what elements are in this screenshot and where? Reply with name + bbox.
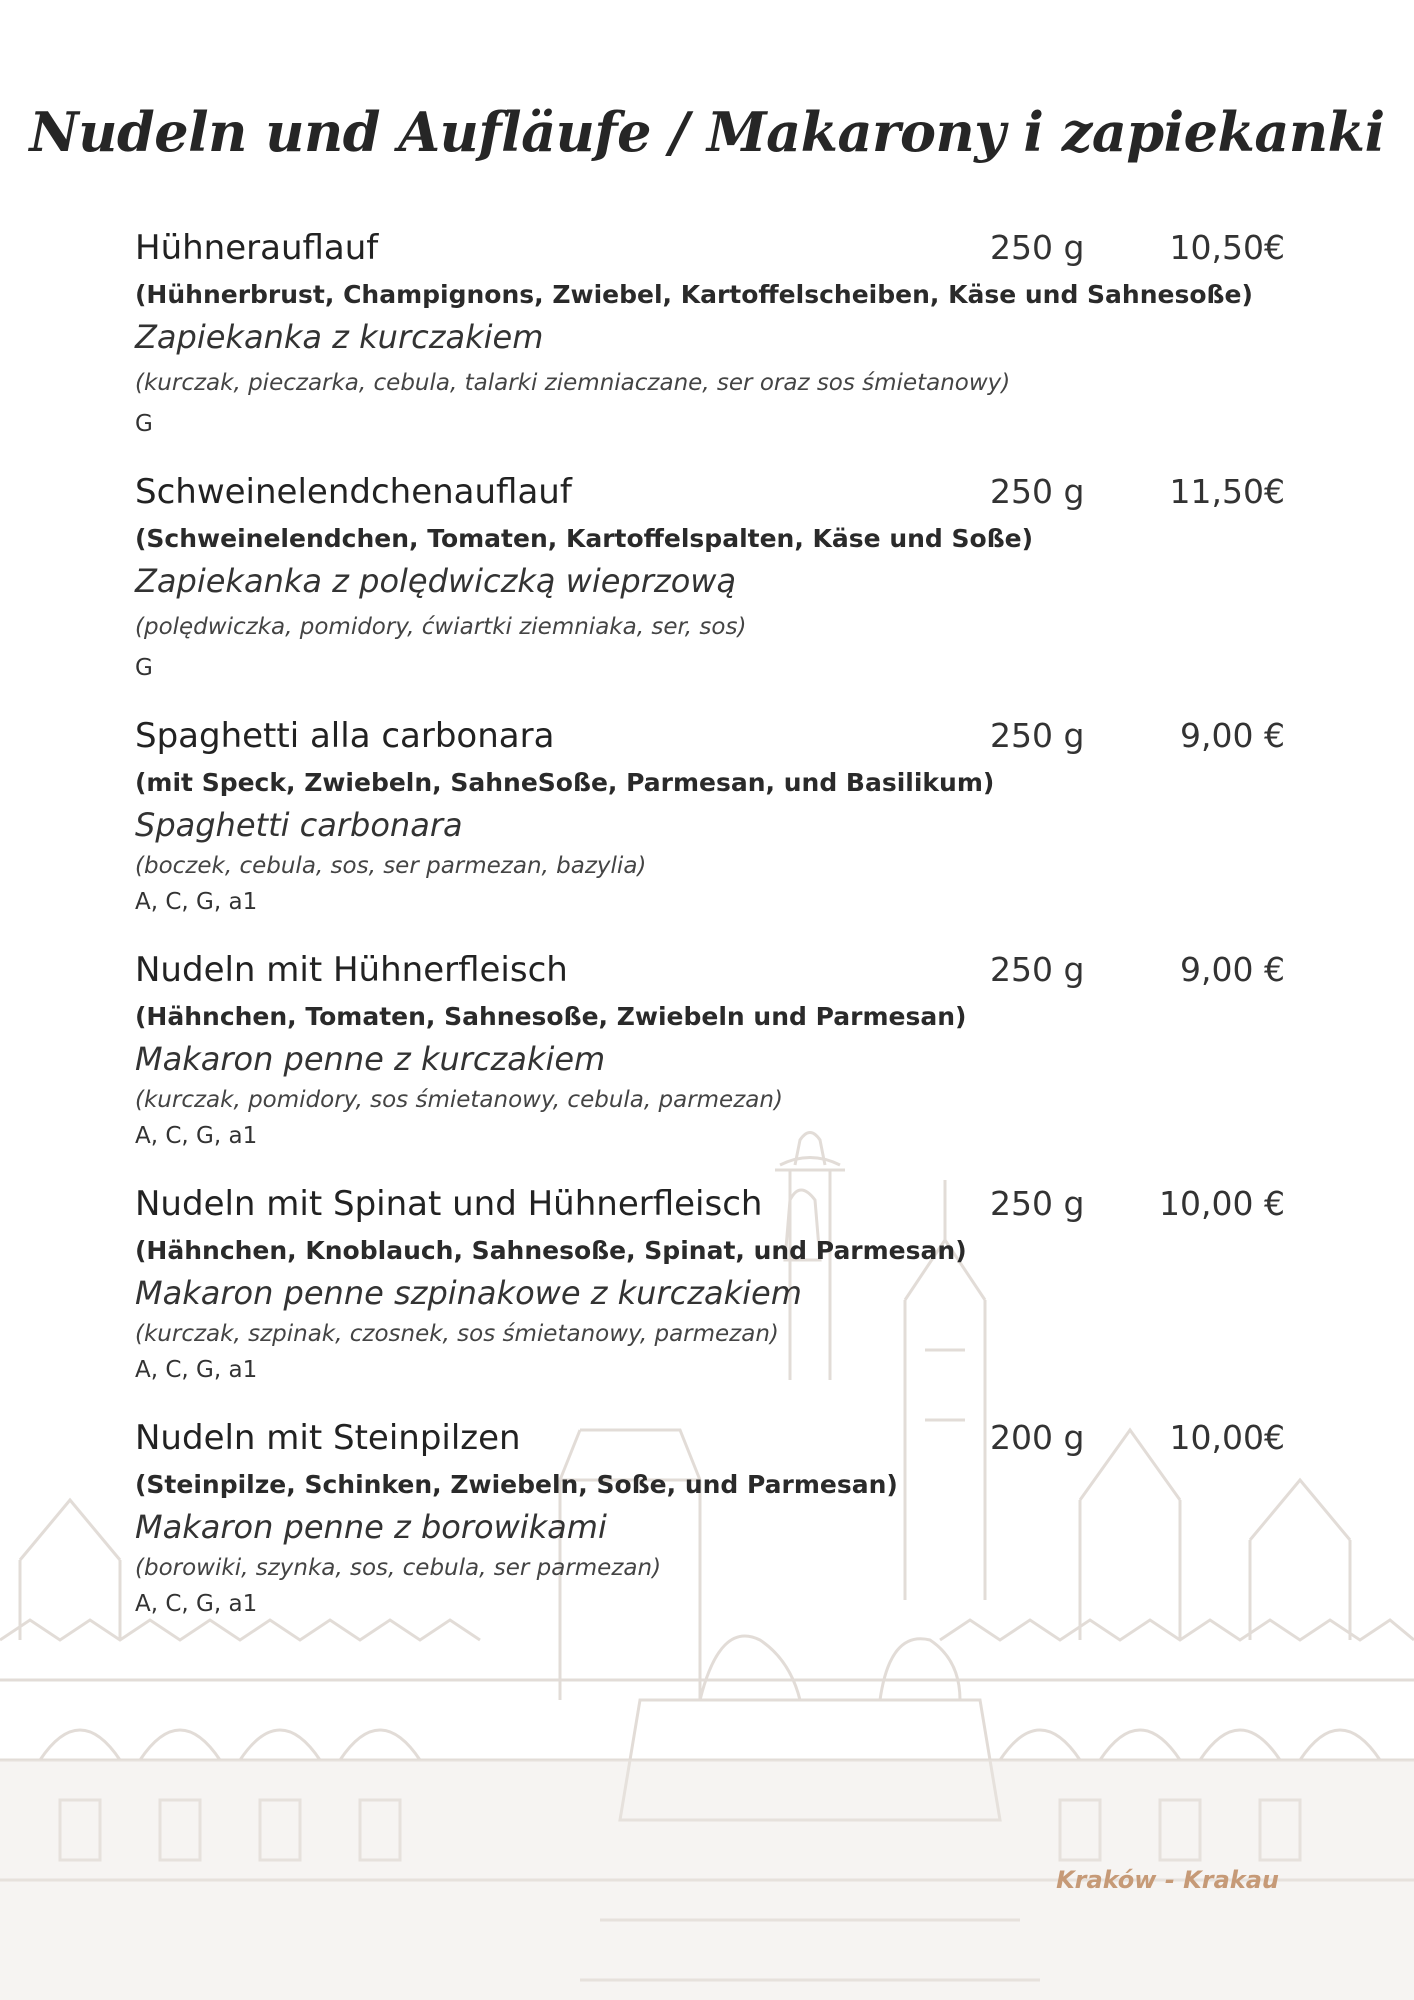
dish-name-pl: Zapiekanka z kurczakiem <box>135 318 544 356</box>
dish-weight: 250 g <box>990 1184 1085 1223</box>
dish-description-de: (mit Speck, Zwiebeln, SahneSoße, Parmesan, und Basilikum) <box>135 768 995 797</box>
dish-weight: 250 g <box>990 716 1085 755</box>
dish-price: 10,50€ <box>1169 228 1285 267</box>
dish-weight: 250 g <box>990 228 1085 267</box>
dish-item <box>135 228 1285 442</box>
dish-description-pl: (borowiki, szynka, sos, cebula, ser parmezan) <box>135 1555 662 1581</box>
dish-description-pl: (kurczak, pieczarka, cebula, talarki ziemniaczane, ser oraz sos śmietanowy) <box>135 370 1011 396</box>
dish-description-de: (Hähnchen, Knoblauch, Sahnesoße, Spinat, und Parmesan) <box>135 1236 967 1265</box>
dish-allergens: A, C, G, a1 <box>135 889 258 915</box>
dish-item <box>135 472 1285 686</box>
dish-price: 10,00 € <box>1159 1184 1285 1223</box>
dish-item <box>135 716 1285 920</box>
dish-item <box>135 950 1285 1154</box>
dish-description-pl: (kurczak, pomidory, sos śmietanowy, cebula, parmezan) <box>135 1087 783 1113</box>
dish-name-pl: Zapiekanka z polędwiczką wieprzową <box>135 562 737 600</box>
dish-description-de: (Hühnerbrust, Champignons, Zwiebel, Kartoffelscheiben, Käse und Sahnesoße) <box>135 280 1253 309</box>
dish-name: Schweinelendchenauflauf <box>135 472 572 512</box>
dish-description-de: (Schweinelendchen, Tomaten, Kartoffelspalten, Käse und Soße) <box>135 524 1034 553</box>
dish-price: 11,50€ <box>1169 472 1285 511</box>
dish-name: Nudeln mit Hühnerfleisch <box>135 950 568 990</box>
dish-description-de: (Steinpilze, Schinken, Zwiebeln, Soße, und Parmesan) <box>135 1470 898 1499</box>
dish-price: 10,00€ <box>1169 1418 1285 1457</box>
dish-description-de: (Hähnchen, Tomaten, Sahnesoße, Zwiebeln und Parmesan) <box>135 1002 967 1031</box>
dish-allergens: G <box>135 411 153 437</box>
dish-weight: 250 g <box>990 950 1085 989</box>
dish-name: Hühnerauflauf <box>135 228 379 268</box>
dish-name: Spaghetti alla carbonara <box>135 716 555 756</box>
dish-name-pl: Makaron penne z kurczakiem <box>135 1040 606 1078</box>
dish-name-pl: Makaron penne szpinakowe z kurczakiem <box>135 1274 802 1312</box>
dish-name: Nudeln mit Spinat und Hühnerfleisch <box>135 1184 763 1224</box>
dish-price: 9,00 € <box>1180 950 1285 989</box>
dish-name-pl: Makaron penne z borowikami <box>135 1508 607 1546</box>
dish-allergens: A, C, G, a1 <box>135 1591 258 1617</box>
dish-weight: 250 g <box>990 472 1085 511</box>
dish-weight: 200 g <box>990 1418 1085 1457</box>
dish-item <box>135 1418 1285 1622</box>
dish-allergens: G <box>135 655 153 681</box>
dish-list <box>135 228 1285 1652</box>
dish-name-pl: Spaghetti carbonara <box>135 806 463 844</box>
dish-allergens: A, C, G, a1 <box>135 1123 258 1149</box>
dish-name: Nudeln mit Steinpilzen <box>135 1418 521 1458</box>
dish-allergens: A, C, G, a1 <box>135 1357 258 1383</box>
dish-item <box>135 1184 1285 1388</box>
footer-location: Kraków - Krakau <box>1056 1866 1279 1894</box>
dish-price: 9,00 € <box>1180 716 1285 755</box>
dish-description-pl: (boczek, cebula, sos, ser parmezan, bazylia) <box>135 853 647 879</box>
dish-description-pl: (kurczak, szpinak, czosnek, sos śmietanowy, parmezan) <box>135 1321 779 1347</box>
dish-description-pl: (polędwiczka, pomidory, ćwiartki ziemniaka, ser, sos) <box>135 614 747 640</box>
page-title: Nudeln und Aufläufe / Makarony i zapiekanki <box>29 100 1385 164</box>
